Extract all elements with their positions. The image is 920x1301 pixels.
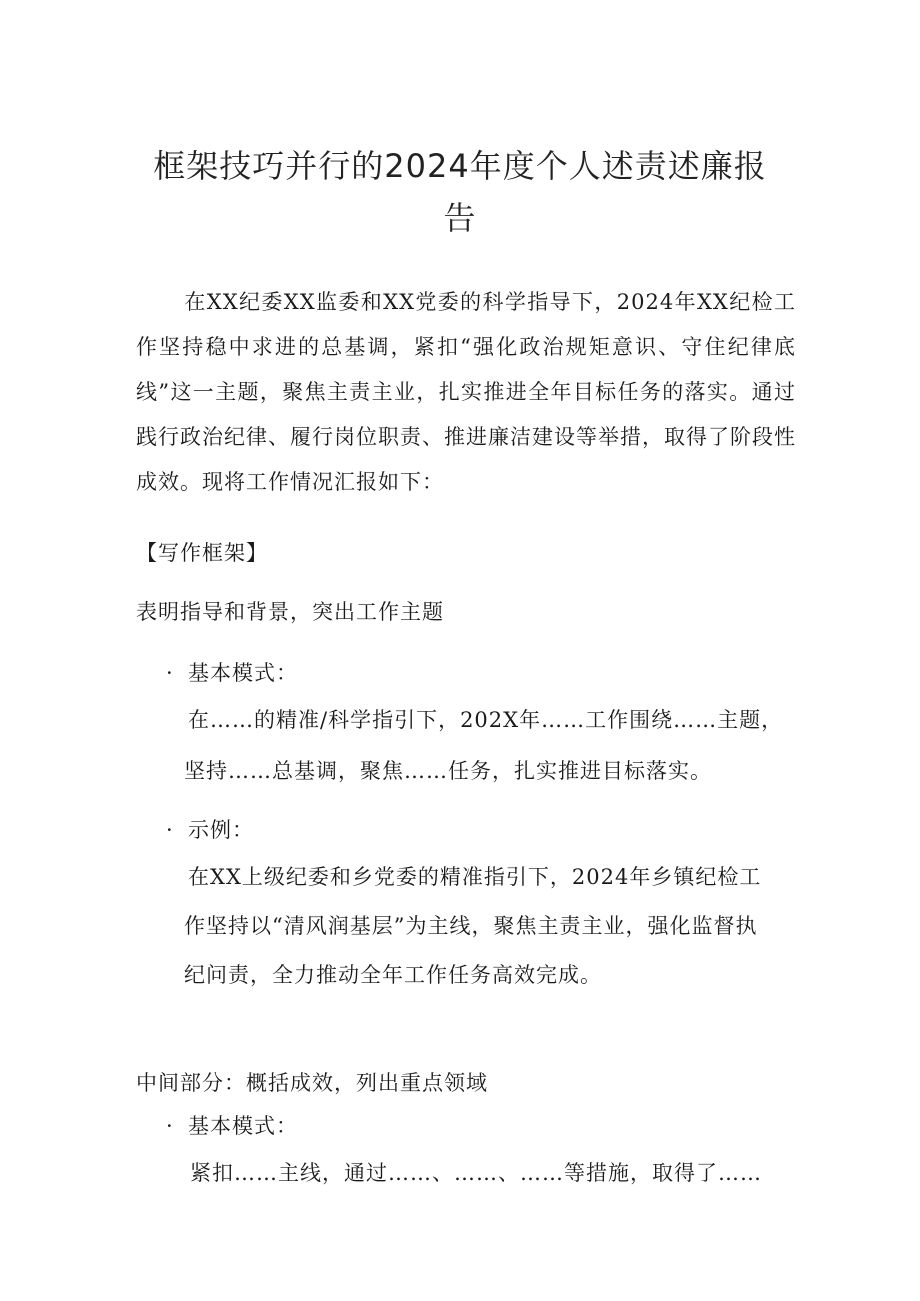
section2-bullet-basic	[166, 1111, 298, 1141]
section2-heading: 中间部分：概括成效，列出重点领域	[136, 1071, 488, 1095]
section1-example-line-2: 作坚持以“清风润基层”为主线，聚焦主责主业，强化监督执	[184, 914, 758, 938]
section1-bullet-basic	[166, 658, 298, 688]
bullet-dot-icon: ·	[166, 818, 174, 842]
bullet-dot-icon: ·	[166, 661, 174, 685]
section1-example-line-3: 纪问责，全力推动全年工作任务高效完成。	[184, 963, 602, 987]
intro-paragraph-text: 在XX纪委XX监委和XX党委的科学指导下，2024年XX纪检工作坚持稳中求进的总基调，紧扣“强化政治规矩意识、守住纪律底线”这一主题，聚焦主责主业，扎实推进全年目标任务的落实。通过践行政治纪律、履行岗位职责、推进廉洁建设等举措，取得了阶段性成效。现将工作情况汇报如下：	[136, 290, 796, 494]
section1-example-line-1: 在XX上级纪委和乡党委的精准指引下，2024年乡镇纪检工	[188, 865, 762, 889]
framework-heading: 【写作框架】	[136, 541, 268, 565]
section1-bullet-example	[166, 815, 254, 845]
section1-basic-line-2: 坚持……总基调，聚焦……任务，扎实推进目标落实。	[184, 759, 712, 783]
bullet-label: 基本模式：	[188, 1114, 298, 1138]
intro-paragraph	[136, 280, 796, 505]
document-title: 框架技巧并行的2024年度个人述责述廉报告	[153, 147, 767, 237]
bullet-label: 基本模式：	[188, 661, 298, 685]
bullet-dot-icon: ·	[166, 1114, 174, 1138]
section1-basic-line-1: 在……的精准/科学指引下，202X年……工作围绕……主题，	[188, 708, 784, 732]
section1-heading: 表明指导和背景，突出工作主题	[136, 600, 444, 624]
section2-basic-line-1: 紧扣……主线，通过……、……、……等措施，取得了……	[190, 1161, 762, 1185]
bullet-label: 示例：	[188, 818, 254, 842]
